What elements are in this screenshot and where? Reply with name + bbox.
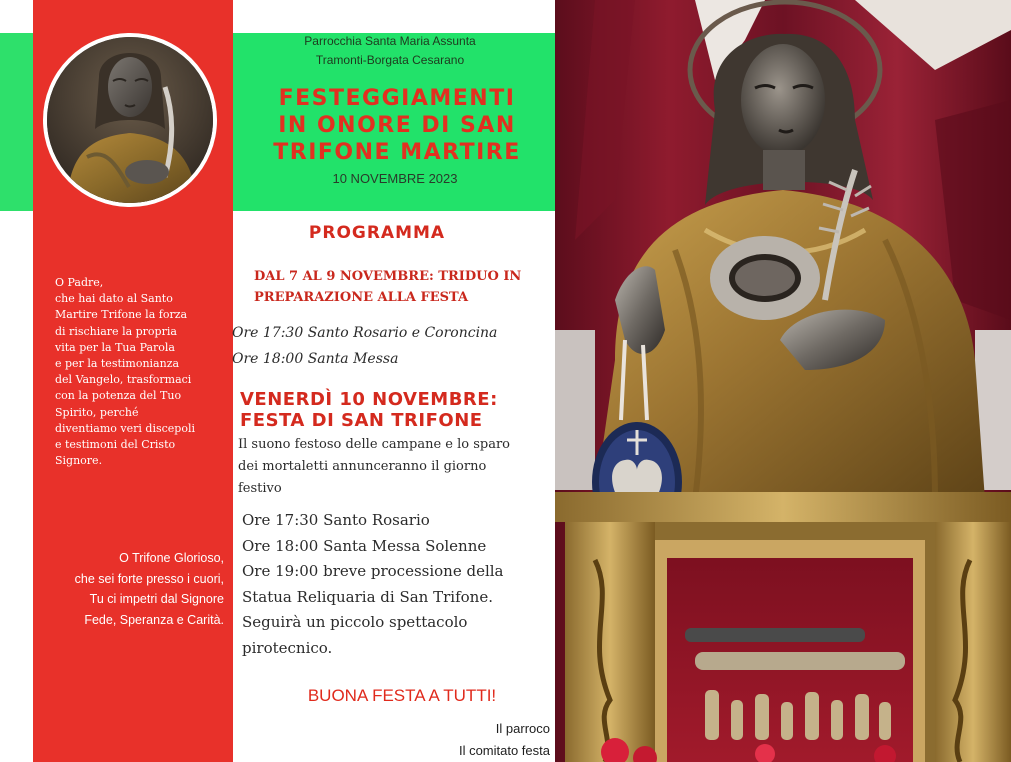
parish-line: Parrocchia Santa Maria Assunta bbox=[304, 34, 476, 48]
prayer-line: del Vangelo, trasformaci bbox=[55, 373, 192, 387]
prayer-line: e per la testimonianza bbox=[55, 357, 180, 371]
prayer-line: Signore. bbox=[55, 454, 103, 468]
triduo-item: Ore 18:00 Santa Messa bbox=[232, 351, 399, 367]
parish-name bbox=[232, 32, 548, 70]
event-date: 10 NOVEMBRE 2023 bbox=[332, 171, 458, 186]
triduo-heading-line: PREPARAZIONE ALLA FESTA bbox=[254, 290, 469, 305]
title-line: TRIFONE MARTIRE bbox=[273, 140, 521, 165]
saint-medallion-image bbox=[47, 37, 213, 203]
venerdi-heading bbox=[240, 389, 555, 431]
prayer-line: Fede, Speranza e Carità. bbox=[84, 612, 224, 627]
programma-heading: PROGRAMMA bbox=[308, 223, 446, 243]
announcement-line: Il suono festoso delle campane e lo sparo bbox=[238, 437, 510, 452]
venerdi-heading-line: FESTA DI SAN TRIFONE bbox=[240, 410, 483, 431]
schedule-item: pirotecnico. bbox=[242, 638, 333, 657]
closing-greeting: BUONA FESTA A TUTTI! bbox=[307, 686, 497, 705]
prayer-to-father bbox=[55, 275, 225, 469]
title-line: FESTEGGIAMENTI bbox=[278, 86, 516, 111]
flyer-title bbox=[232, 85, 555, 166]
announcement-line: festivo bbox=[238, 481, 282, 496]
prayer-line: O Trifone Glorioso, bbox=[119, 551, 224, 565]
triduo-heading bbox=[254, 266, 554, 308]
announcement-text bbox=[238, 434, 554, 500]
saint-medallion bbox=[43, 33, 217, 207]
parish-line: Tramonti-Borgata Cesarano bbox=[315, 53, 465, 67]
triduo-heading-line: DAL 7 AL 9 NOVEMBRE: TRIDUO IN bbox=[254, 269, 522, 284]
prayer-to-trifone bbox=[33, 548, 233, 630]
schedule-item: Seguirà un piccolo spettacolo bbox=[242, 613, 468, 631]
title-line: IN ONORE DI SAN bbox=[278, 113, 516, 138]
schedule-item: Statua Reliquaria di San Trifone. bbox=[242, 587, 493, 606]
reliquary-bust-photo bbox=[555, 0, 1011, 762]
prayer-line: O Padre, bbox=[55, 276, 104, 289]
schedule-item: Ore 17:30 Santo Rosario bbox=[242, 511, 430, 529]
prayer-line: diventiamo veri discepoli bbox=[55, 421, 195, 435]
prayer-line: che hai dato al Santo bbox=[55, 292, 173, 306]
prayer-line: di rischiare la propria bbox=[55, 324, 177, 338]
prayer-line: vita per la Tua Parola bbox=[55, 340, 175, 354]
prayer-line: Martire Trifone la forza bbox=[55, 308, 188, 322]
prayer-line: e testimoni del Cristo bbox=[55, 438, 176, 452]
prayer-line: che sei forte presso i cuori, bbox=[74, 571, 224, 586]
schedule-item: Ore 18:00 Santa Messa Solenne bbox=[242, 536, 487, 555]
prayer-line: con la potenza del Tuo bbox=[55, 389, 182, 403]
announcement-line: dei mortaletti annunceranno il giorno bbox=[238, 459, 487, 474]
signature-comitato: Il comitato festa bbox=[458, 743, 550, 758]
schedule-list bbox=[242, 508, 555, 661]
prayer-line: Spirito, perché bbox=[55, 405, 139, 419]
venerdi-heading-line: VENERDÌ 10 NOVEMBRE: bbox=[240, 389, 498, 410]
prayer-line: Tu ci impetri dal Signore bbox=[89, 592, 224, 606]
triduo-item: Ore 17:30 Santo Rosario e Coroncina bbox=[232, 325, 498, 341]
signature-parroco: Il parroco bbox=[495, 721, 550, 736]
schedule-item: Ore 19:00 breve processione della bbox=[242, 562, 504, 580]
